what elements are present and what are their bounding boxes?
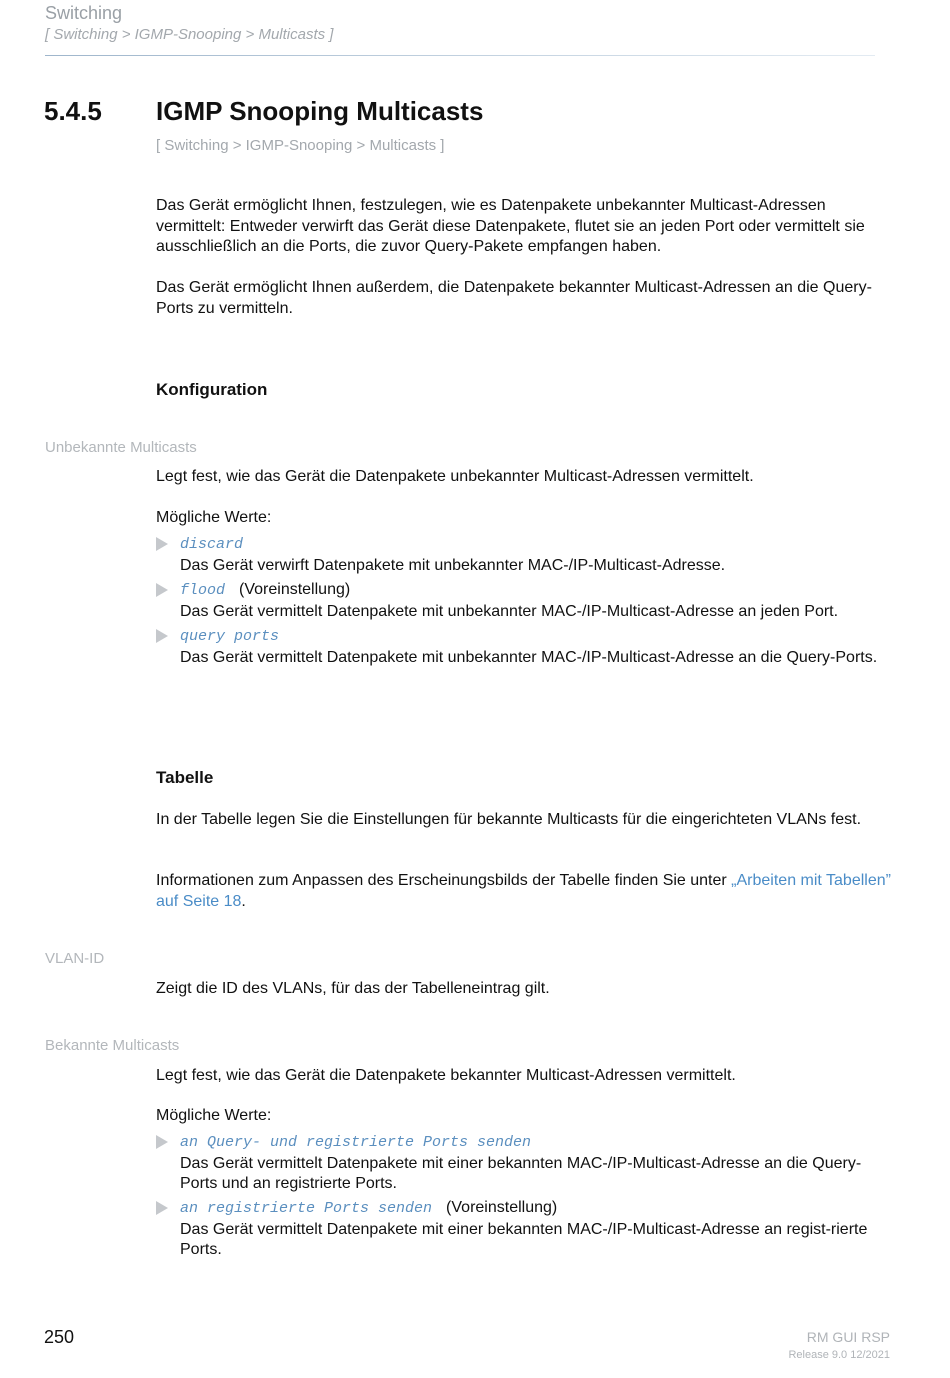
tabelle-paragraph-2-end: . — [241, 892, 246, 910]
option-registered-only — [156, 1198, 896, 1261]
option-query-and-registered — [156, 1132, 896, 1195]
tabelle-paragraph-1: In der Tabelle legen Sie die Einstellungen für bekannte Multicasts für die eingerichteten VLANs fest. — [156, 811, 862, 828]
option-description: Das Gerät vermittelt Datenpakete mit unbekannter MAC-/IP-Multicast-Adresse an die Query-Ports. — [180, 648, 878, 666]
unknown-multicasts-label: Unbekannte Multicasts — [45, 439, 197, 456]
footer-release: Release 9.0 12/2021 — [788, 1349, 890, 1361]
vlan-id-description: Zeigt die ID des VLANs, für das der Tabelleneintrag gilt. — [156, 980, 550, 997]
unknown-multicasts-description: Legt fest, wie das Gerät die Datenpakete unbekannter Multicast-Adressen vermittelt. — [156, 468, 754, 485]
bullet-triangle-icon — [156, 1135, 168, 1149]
option-value: flood — [180, 582, 226, 599]
option-description: Das Gerät verwirft Datenpakete mit unbekannter MAC-/IP-Multicast-Adresse. — [180, 556, 726, 574]
running-header-title: Switching — [45, 3, 123, 23]
footer-document-name: RM GUI RSP — [806, 1329, 890, 1345]
default-note: (Voreinstellung) — [239, 581, 351, 598]
option-value: query ports — [180, 628, 280, 645]
option-flood — [156, 580, 896, 622]
intro-paragraph-2: Das Gerät ermöglicht Ihnen außerdem, die Datenpakete bekannter Multicast-Adressen an die Query-Ports zu vermitteln. — [156, 279, 872, 317]
option-value: discard — [180, 536, 244, 553]
known-multicasts-label: Bekannte Multicasts — [45, 1037, 180, 1054]
option-value: an Query- und registrierte Ports senden — [180, 1134, 532, 1151]
known-multicasts-description: Legt fest, wie das Gerät die Datenpakete bekannter Multicast-Adressen vermittelt. — [156, 1067, 736, 1084]
option-value: an registrierte Ports senden — [180, 1200, 433, 1217]
bullet-triangle-icon — [156, 537, 168, 551]
section-title: IGMP Snooping Multicasts — [156, 96, 484, 126]
tabelle-paragraph-2-text: Informationen zum Anpassen des Erscheinungsbilds der Tabelle finden Sie unter — [156, 872, 732, 889]
bullet-triangle-icon — [156, 629, 168, 643]
option-description: Das Gerät vermittelt Datenpakete mit einer bekannten MAC-/IP-Multicast-Adresse an regist-rierte Ports. — [180, 1220, 868, 1258]
cross-reference-link[interactable]: „Arbeiten mit Tabellen” auf Seite 18 — [156, 872, 891, 910]
konfiguration-heading: Konfiguration — [156, 380, 268, 399]
bullet-triangle-icon — [156, 1201, 168, 1215]
possible-values-label: Mögliche Werte: — [156, 509, 272, 526]
option-discard — [156, 534, 896, 576]
option-description: Das Gerät vermittelt Datenpakete mit unbekannter MAC-/IP-Multicast-Adresse an jeden Port. — [180, 602, 839, 620]
vlan-id-label: VLAN-ID — [45, 950, 105, 967]
tabelle-heading: Tabelle — [156, 768, 214, 787]
bullet-triangle-icon — [156, 583, 168, 597]
option-query-ports — [156, 626, 896, 668]
page-number: 250 — [44, 1327, 75, 1347]
section-number: 5.4.5 — [44, 96, 102, 126]
header-divider — [45, 55, 875, 56]
possible-values-label: Mögliche Werte: — [156, 1107, 272, 1124]
running-header-breadcrumb: [ Switching > IGMP-Snooping > Multicasts ] — [45, 26, 334, 43]
tabelle-paragraph-2 — [156, 871, 896, 912]
option-description: Das Gerät vermittelt Datenpakete mit einer bekannten MAC-/IP-Multicast-Adresse an die Query-Ports und an registrierte Ports. — [180, 1154, 862, 1192]
default-note: (Voreinstellung) — [446, 1199, 558, 1216]
intro-paragraph-1: Das Gerät ermöglicht Ihnen, festzulegen, wie es Datenpakete unbekannter Multicast-Adressen vermittelt: Entweder verwirft das Gerät diese Datenpakete, flutet sie an jeden Port oder vermittelt sie ausschließlich an die Ports, die zuvor Query-Pakete empfangen haben. — [156, 197, 865, 255]
section-breadcrumb: [ Switching > IGMP-Snooping > Multicasts ] — [156, 137, 445, 154]
